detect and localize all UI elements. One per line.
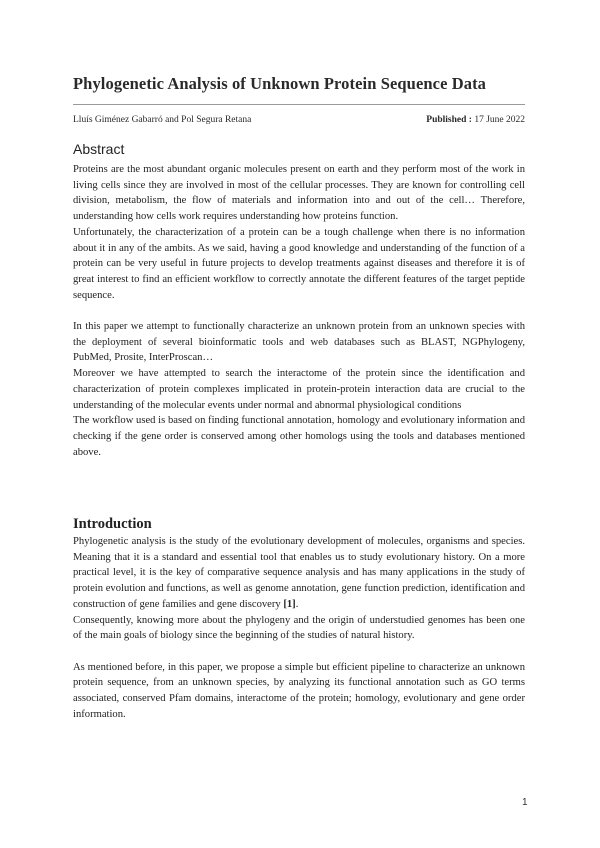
published-date: 17 June 2022: [474, 115, 525, 125]
introduction-body: [73, 534, 525, 722]
introduction-paragraph: [73, 534, 525, 613]
page-number: 1: [522, 797, 528, 808]
introduction-heading: Introduction: [73, 516, 152, 532]
introduction-paragraph: Consequently, knowing more about the phylogeny and the origin of understudied genomes has been one of the main goals of biology since the beginning of the studies of natural history.: [73, 614, 525, 642]
publication-info: [426, 115, 525, 125]
abstract-paragraph: Unfortunately, the characterization of a protein can be a tough challenge when there is no information about it in any of the ambits. As we said, having a good knowledge and understanding of the function of a protein can be very useful in future projects to develop treatments against diseases and therefore it is of great interest to find an efficient workflow to correctly annotate the different features of the target peptide sequence.: [73, 226, 525, 301]
paper-page: [73, 0, 528, 848]
introduction-paragraph: As mentioned before, in this paper, we propose a simple but efficient pipeline to characterize an unknown protein sequence, from an unknown species, by analyzing its functional annotation such as GO terms associated, conserved Pfam domains, interactome of the protein; homology, evolutionary and gene order information.: [73, 661, 525, 720]
abstract-paragraph: In this paper we attempt to functionally characterize an unknown protein from an unknown species with the deployment of several bioinformatic tools and web databases such as BLAST, NGPhylogeny, PubMed, Prosite, InterProscan…: [73, 321, 525, 364]
citation-link[interactable]: [1]: [283, 598, 296, 610]
title-divider: [73, 104, 525, 105]
introduction-paragraph-text: Phylogenetic analysis is the study of the evolutionary development of molecules, organisms and species. Meaning that it is a standard and essential tool that enables us to study evolutionary history. On a more practical level, it is the key of comparative sequence analysis and has many applications in the study of protein evolution and functions, as well as genome annotation, gene function prediction, identification and construction of gene families and gene discovery: [73, 536, 525, 610]
abstract-paragraph: The workflow used is based on finding functional annotation, homology and evolutionary information and checking if the gene order is conserved among other homologs using the tools and databases mentioned above.: [73, 415, 525, 458]
abstract-paragraph: Moreover we have attempted to search the interactome of the protein since the identification and characterization of protein complexes implicated in protein-protein interaction data are crucial to the understanding of the molecular events under normal and abnormal physiological conditions: [73, 368, 525, 411]
paper-meta: [73, 115, 525, 125]
published-label: Published :: [426, 115, 472, 125]
abstract-paragraph: Proteins are the most abundant organic molecules present on earth and they perform most of the work in living cells since they are involved in most of the cellular processes. They are known for controlling cell division, metabolism, the flow of materials and information into and out of the cell… Therefore, understanding how cells work requires understanding how proteins function.: [73, 164, 525, 223]
author-list: Lluís Giménez Gabarró and Pol Segura Retana: [73, 115, 252, 125]
paper-title: Phylogenetic Analysis of Unknown Protein Sequence Data: [73, 74, 487, 93]
abstract-heading: Abstract: [73, 141, 125, 157]
sentence-end: .: [295, 598, 299, 610]
abstract-body: [73, 162, 525, 460]
